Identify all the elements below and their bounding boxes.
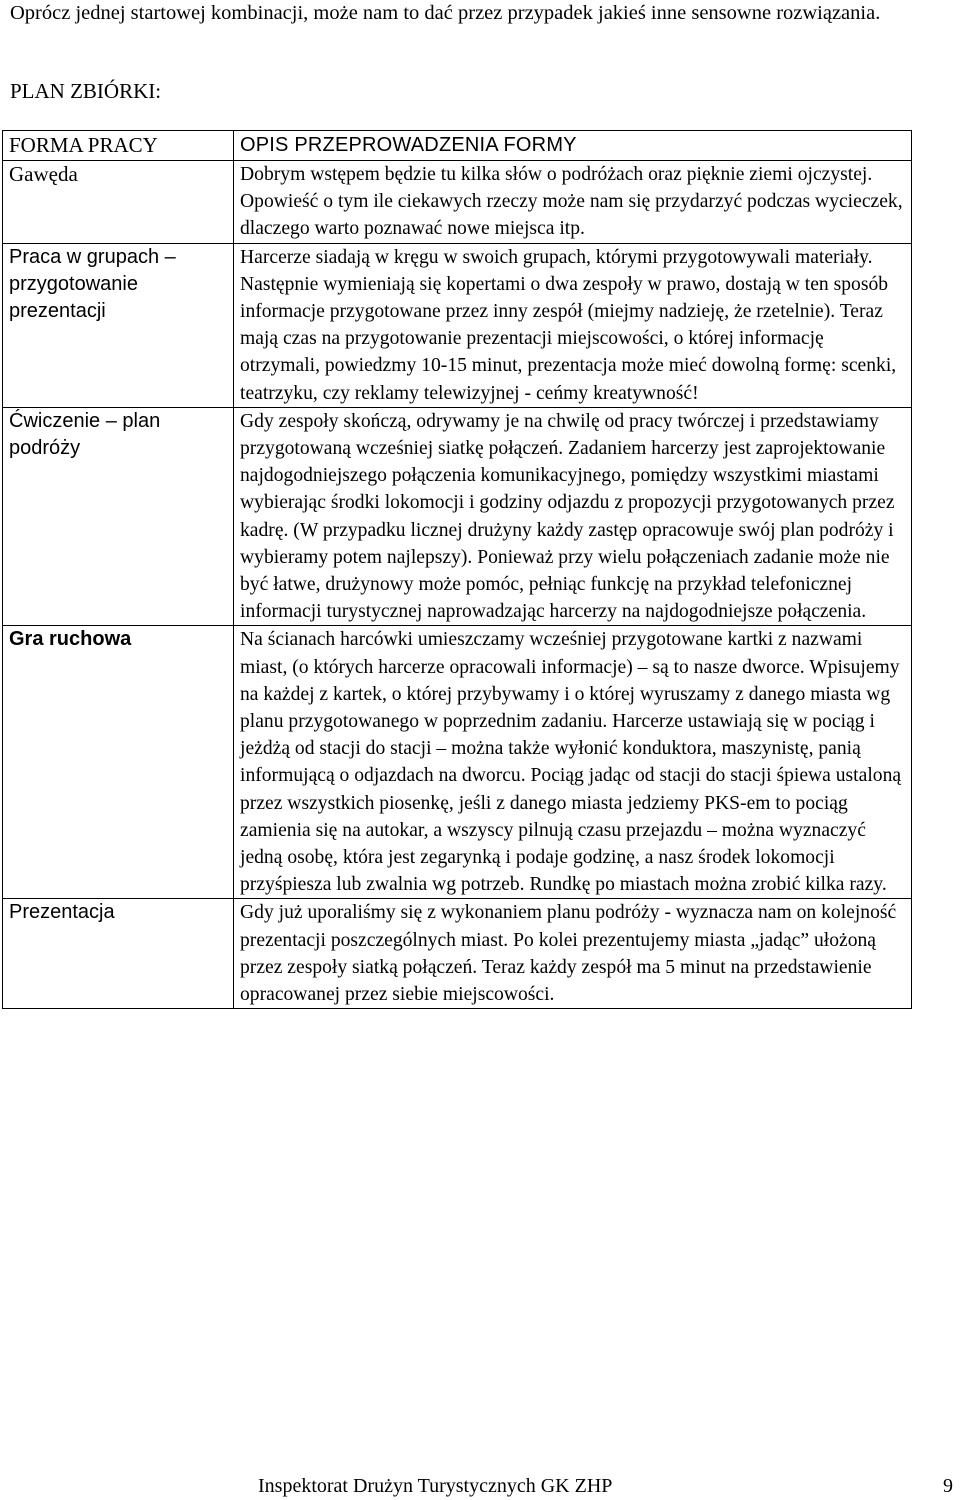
form-cell-praca-w-grupach: Praca w grupach – przygotowanie prezentacji	[3, 243, 234, 407]
form-cell-gaweda: Gawęda	[3, 161, 234, 244]
table-row	[3, 243, 912, 407]
desc-cell-gra-ruchowa: Na ścianach harcówki umieszczamy wcześniej przygotowane kartki z nazwami miast, (o których harcerze opracowali informacje) – są to nasze dworce. Wpisujemy na każdej z kartek, o której przybywamy i o której wyruszamy z danego miasta wg planu przygotowanego w poprzednim zadaniu. Harcerze ustawiają się w pociąg i jeżdżą od stacji do stacji – można także wyłonić konduktora, maszynistę, panią informującą o odjazdach na dworcu. Pociąg jadąc od stacji do stacji śpiewa ustaloną przez wszystkich piosenkę, jeśli z danego miasta jedziemy PKS-em to pociąg zamienia się na autokar, a wszyscy pilnują czasu przejazdu – można wyznaczyć jedną osobę, która jest zegarynką i podaje godzinę, a nasz środek lokomocji przyśpiesza lub zwalnia wg potrzeb. Rundkę po miastach można zrobić kilka razy.	[234, 626, 912, 899]
table-row	[3, 899, 912, 1009]
table-row	[3, 407, 912, 626]
table-row	[3, 161, 912, 244]
desc-cell-prezentacja: Gdy już uporaliśmy się z wykonaniem planu podróży - wyznacza nam on kolejność prezentacji poszczególnych miast. Po kolei prezentujemy miasta „jadąc” ułożoną przez zespoły siatką połączeń. Teraz każdy zespół ma 5 minut na przedstawienie opracowanej przez siebie miejscowości.	[234, 899, 912, 1009]
desc-cell-cwiczenie: Gdy zespoły skończą, odrywamy je na chwilę od pracy twórczej i przedstawiamy przygotowaną wcześniej siatkę połączeń. Zadaniem harcerzy jest zaprojektowanie najdogodniejszego połączenia komunikacyjnego, pomiędzy wszystkimi miastami wybierając środki lokomocji i godziny odjazdu z propozycji przygotowanych przez kadrę. (W przypadku licznej drużyny każdy zastęp opracowuje swój plan podróży i wybieramy potem najlepszy). Ponieważ przy wielu połączeniach zadanie może nie być łatwe, drużynowy może pomóc, pełniąc funkcję na przykład telefonicznej informacji turystycznej naprowadzając harcerzy na najdogodniejsze połączenia.	[234, 407, 912, 626]
form-cell-gra-ruchowa: Gra ruchowa	[3, 626, 234, 899]
header-form-cell: FORMA PRACY	[3, 131, 234, 161]
form-cell-prezentacja: Prezentacja	[3, 899, 234, 1009]
desc-cell-praca-w-grupach: Harcerze siadają w kręgu w swoich grupach, którymi przygotowywali materiały. Następnie wymieniają się kopertami o dwa zespoły w prawo, dostają w ten sposób informacje przygotowane przez inny zespół (miejmy nadzieję, że rzetelnie). Teraz mają czas na przygotowanie prezentacji miejscowości, o której informację otrzymali, powiedzmy 10-15 minut, prezentacja może mieć dowolną formę: scenki, teatrzyku, czy reklamy telewizyjnej - ceńmy kreatywność!	[234, 243, 912, 407]
footer-text: Inspektorat Drużyn Turystycznych GK ZHP	[258, 1475, 613, 1497]
desc-cell-gaweda: Dobrym wstępem będzie tu kilka słów o podróżach oraz pięknie ziemi ojczystej. Opowieść o tym ile ciekawych rzeczy może nam się przydarzyć podczas wycieczek, dlaczego warto poznawać nowe miejsca itp.	[234, 161, 912, 244]
plan-heading: PLAN ZBIÓRKI:	[10, 79, 162, 103]
plan-table	[2, 130, 912, 1009]
intro-paragraph: Oprócz jednej startowej kombinacji, może nam to dać przez przypadek jakieś inne sensowne rozwiązania.	[10, 2, 881, 24]
form-cell-cwiczenie: Ćwiczenie – plan podróży	[3, 407, 234, 626]
table-row	[3, 626, 912, 899]
page-number: 9	[943, 1475, 953, 1497]
header-desc-cell: OPIS PRZEPROWADZENIA FORMY	[234, 131, 912, 161]
table-header-row	[3, 131, 912, 161]
